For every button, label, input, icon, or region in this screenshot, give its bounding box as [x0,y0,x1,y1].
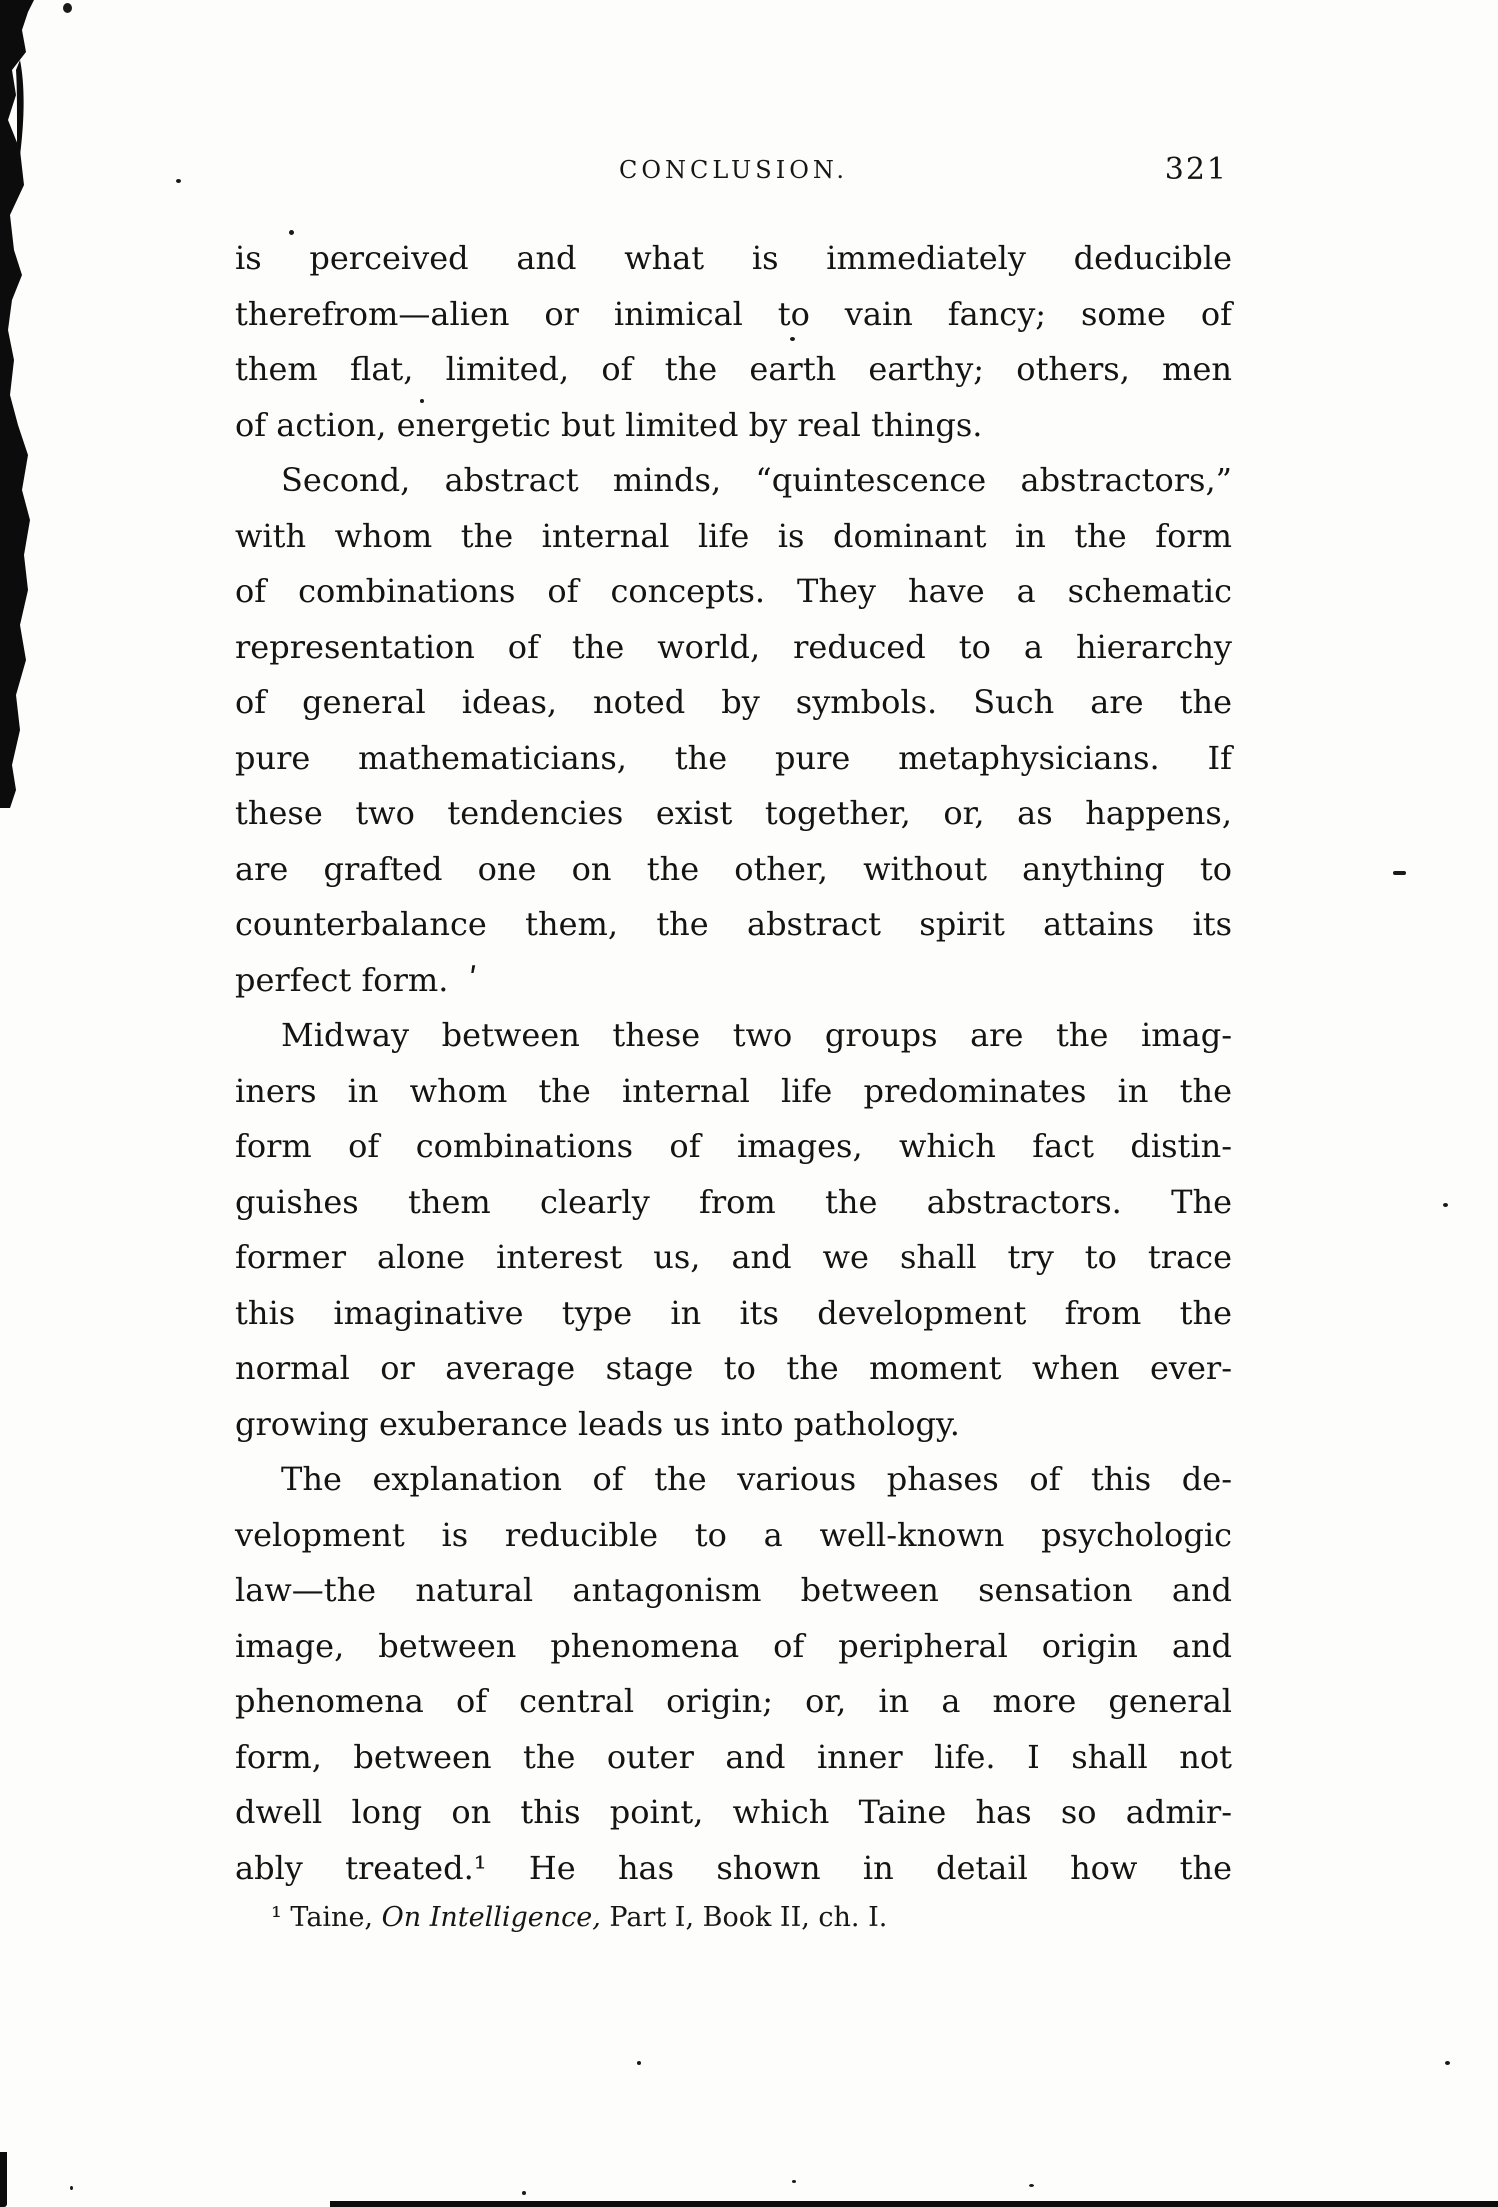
scan-speck [637,2061,641,2065]
text-line: Second, abstract minds, “quintescence abstractors,” [281,461,1232,499]
text-line: former alone interest us, and we shall try to trace [235,1238,1232,1276]
text-line: is perceived and what is immediately deducible [235,239,1232,277]
text-line: The explanation of the various phases of this de- [281,1460,1232,1498]
scan-speck [790,337,795,341]
scan-speck [70,2186,73,2190]
footnote-reference: Part I, Book II, ch. I. [600,1902,888,1933]
text-line: perfect form. ʹ [235,960,478,999]
scan-edge-artifact [330,2201,1498,2207]
scan-edge-artifact [0,2152,7,2207]
text-line: ably treated.¹ He has shown in detail how the [235,1848,1232,1887]
text-line: growing exuberance leads us into pathology. [235,1404,960,1443]
scan-speck [1029,2184,1034,2187]
text-line: these two tendencies exist together, or, as happens, [235,794,1232,832]
scan-speck [792,2180,796,2183]
text-line: velopment is reducible to a well-known psychologic [235,1515,1232,1554]
footnote [271,1898,887,1938]
text-line: of action, energetic but limited by real things. [235,405,983,444]
scan-speck [63,3,72,13]
scan-speck [1443,1203,1448,1207]
text-line: law—the natural antagonism between sensation and [235,1571,1232,1609]
text-line: counterbalance them, the abstract spirit attains its [235,905,1232,943]
text-line: form of combinations of images, which fact distin- [235,1127,1232,1165]
page-header [235,150,1232,190]
text-line: are grafted one on the other, without anything to [235,849,1232,888]
footnote-title: On Intelligence, [381,1902,601,1933]
text-line: image, between phenomena of peripheral origin and [235,1626,1232,1665]
scan-speck [289,230,294,235]
text-line: of general ideas, noted by symbols. Such are the [235,683,1232,721]
text-column [235,231,1232,1896]
scan-speck [176,179,181,183]
text-line: normal or average stage to the moment when ever- [235,1349,1232,1387]
scan-speck [522,2191,526,2195]
text-line: guishes them clearly from the abstractors. The [235,1182,1232,1221]
text-line: therefrom—alien or inimical to vain fancy; some of [235,294,1232,333]
page-number: 321 [1164,152,1228,187]
text-line: form, between the outer and inner life. I shall not [235,1737,1232,1776]
scan-speck [1393,871,1406,875]
text-line: iners in whom the internal life predominates in the [235,1071,1232,1110]
scan-binding-artifact [0,0,36,810]
text-line: them flat, limited, of the earth earthy; others, men [235,350,1232,388]
text-line: representation of the world, reduced to a hierarchy [235,627,1232,666]
text-line: with whom the internal life is dominant in the form [235,516,1232,555]
running-title: CONCLUSION. [619,156,848,184]
scan-speck [1445,2061,1450,2065]
text-line: pure mathematicians, the pure metaphysicians. If [235,738,1232,777]
footnote-marker-author: ¹ Taine, [271,1902,382,1933]
text-line: Midway between these two groups are the imag- [281,1016,1232,1054]
text-line: phenomena of central origin; or, in a more general [235,1682,1232,1720]
text-line: dwell long on this point, which Taine has so admir- [235,1793,1232,1831]
text-line: of combinations of concepts. They have a schematic [235,572,1232,610]
scan-speck [420,399,424,403]
text-line: this imaginative type in its development from the [235,1293,1232,1332]
